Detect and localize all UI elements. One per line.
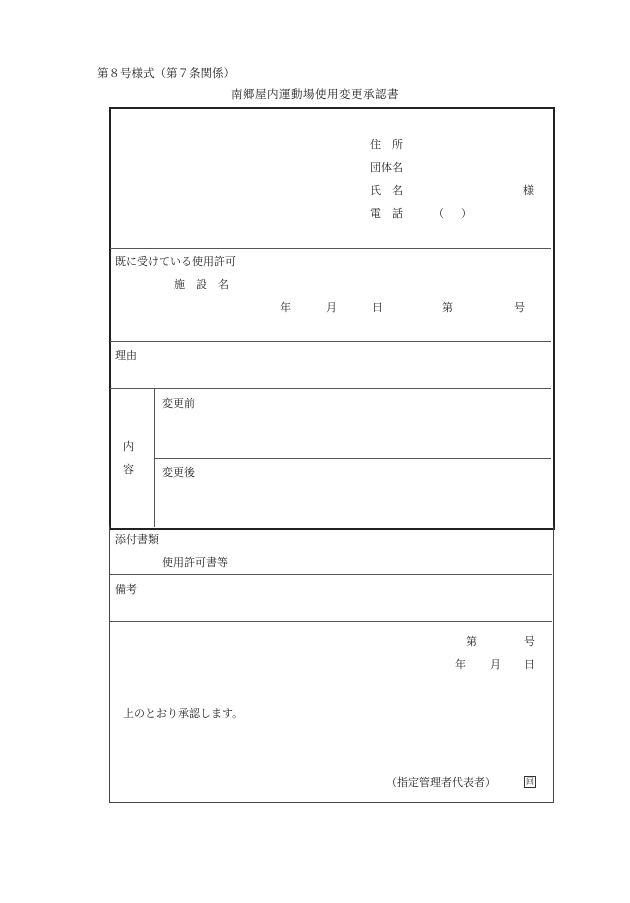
divider-before-after [155, 458, 551, 459]
content-label-bottom: 容 [123, 463, 134, 476]
attachment-item: 使用許可書等 [162, 556, 228, 569]
phone-label: 電 話 [370, 207, 403, 220]
permit-go-label: 号 [514, 301, 525, 314]
approval-statement: 上のとおり承認します。 [123, 707, 244, 720]
divider-attachments [110, 574, 552, 575]
before-change-label: 変更前 [162, 397, 195, 410]
name-label: 氏 名 [370, 184, 403, 197]
divider-addressee [110, 248, 551, 249]
approval-go-label: 号 [524, 635, 535, 648]
address-label: 住 所 [370, 138, 403, 151]
approval-day-label: 日 [524, 658, 535, 671]
remarks-label: 備考 [115, 583, 137, 596]
divider-remarks [110, 621, 552, 622]
honorific: 様 [523, 184, 534, 197]
group-name-label: 団体名 [370, 161, 403, 174]
attachments-label: 添付書類 [115, 533, 159, 546]
reason-label: 理由 [115, 349, 137, 362]
divider-reason [110, 388, 551, 389]
seal-mark: 回 [526, 777, 534, 786]
divider-content-label [154, 389, 155, 527]
document-title: 南郷屋内運動場使用変更承認書 [231, 87, 399, 101]
permit-year-label: 年 [280, 301, 291, 314]
phone-paren-open: （ [433, 207, 444, 220]
permit-day-label: 日 [372, 301, 383, 314]
permit-month-label: 月 [326, 301, 337, 314]
form-number: 第８号様式（第７条関係） [97, 66, 235, 80]
signatory-label: （指定管理者代表者） [386, 776, 496, 789]
after-change-label: 変更後 [162, 466, 195, 479]
approval-year-label: 年 [455, 658, 466, 671]
approval-month-label: 月 [490, 658, 501, 671]
existing-permit-label: 既に受けている使用許可 [115, 255, 236, 268]
content-label-top: 内 [123, 440, 134, 453]
facility-name-label: 施 設 名 [174, 278, 229, 291]
phone-paren-close: ） [461, 207, 472, 220]
approval-dai-label: 第 [466, 635, 477, 648]
divider-permit [110, 341, 551, 342]
permit-dai-label: 第 [442, 301, 453, 314]
